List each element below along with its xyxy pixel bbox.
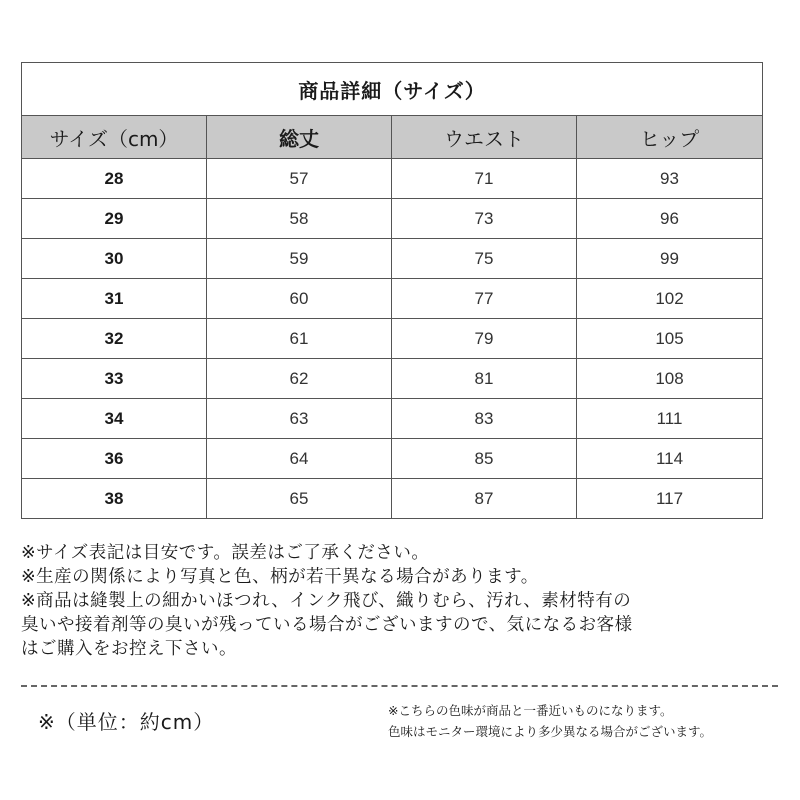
size-cell: 31 — [22, 279, 207, 319]
size-cell: 32 — [22, 319, 207, 359]
total-length-cell: 58 — [207, 199, 392, 239]
table-row — [22, 159, 763, 199]
waist-cell: 85 — [392, 439, 577, 479]
note-line: 臭いや接着剤等の臭いが残っている場合がございますので、気になるお客様 — [21, 615, 633, 635]
table-row — [22, 199, 763, 239]
table-title: 商品詳細（サイズ） — [22, 63, 763, 116]
total-length-cell: 65 — [207, 479, 392, 519]
table-row — [22, 279, 763, 319]
table-header-row — [22, 116, 763, 159]
size-cell: 28 — [22, 159, 207, 199]
header-hip: ヒップ — [577, 116, 763, 159]
size-cell: 34 — [22, 399, 207, 439]
table-row — [22, 439, 763, 479]
size-cell: 38 — [22, 479, 207, 519]
hip-cell: 117 — [577, 479, 763, 519]
dashed-divider — [21, 685, 778, 687]
total-length-cell: 59 — [207, 239, 392, 279]
size-cell: 29 — [22, 199, 207, 239]
table-row — [22, 319, 763, 359]
table-row — [22, 399, 763, 439]
waist-cell: 79 — [392, 319, 577, 359]
table-row — [22, 239, 763, 279]
total-length-cell: 63 — [207, 399, 392, 439]
waist-cell: 77 — [392, 279, 577, 319]
total-length-cell: 57 — [207, 159, 392, 199]
total-length-cell: 60 — [207, 279, 392, 319]
waist-cell: 73 — [392, 199, 577, 239]
total-length-cell: 64 — [207, 439, 392, 479]
total-length-cell: 61 — [207, 319, 392, 359]
header-size: サイズ（cm） — [22, 116, 207, 159]
hip-cell: 105 — [577, 319, 763, 359]
color-note — [388, 700, 712, 742]
hip-cell: 111 — [577, 399, 763, 439]
hip-cell: 99 — [577, 239, 763, 279]
waist-cell: 87 — [392, 479, 577, 519]
header-total-length: 総丈 — [207, 116, 392, 159]
size-cell: 33 — [22, 359, 207, 399]
color-note-line: 色味はモニター環境により多少異なる場合がございます。 — [388, 724, 713, 739]
table-row — [22, 359, 763, 399]
hip-cell: 114 — [577, 439, 763, 479]
note-line: ※サイズ表記は目安です。誤差はご了承ください。 — [21, 543, 430, 563]
size-cell: 36 — [22, 439, 207, 479]
total-length-cell: 62 — [207, 359, 392, 399]
size-cell: 30 — [22, 239, 207, 279]
color-note-line: ※こちらの色味が商品と一番近いものになります。 — [388, 703, 673, 718]
table-row — [22, 479, 763, 519]
waist-cell: 83 — [392, 399, 577, 439]
waist-cell: 81 — [392, 359, 577, 399]
note-line: ※商品は縫製上の細かいほつれ、インク飛び、織りむら、汚れ、素材特有の — [21, 591, 632, 611]
size-table — [21, 62, 763, 519]
hip-cell: 93 — [577, 159, 763, 199]
waist-cell: 71 — [392, 159, 577, 199]
hip-cell: 102 — [577, 279, 763, 319]
note-line: はご購入をお控え下さい。 — [21, 639, 237, 659]
hip-cell: 108 — [577, 359, 763, 399]
notes-block — [21, 541, 791, 661]
unit-note: ※（単位：約cm） — [38, 710, 215, 734]
header-waist: ウエスト — [392, 116, 577, 159]
note-line: ※生産の関係により写真と色、柄が若干異なる場合があります。 — [21, 567, 539, 587]
waist-cell: 75 — [392, 239, 577, 279]
table-title-row — [22, 63, 763, 116]
hip-cell: 96 — [577, 199, 763, 239]
